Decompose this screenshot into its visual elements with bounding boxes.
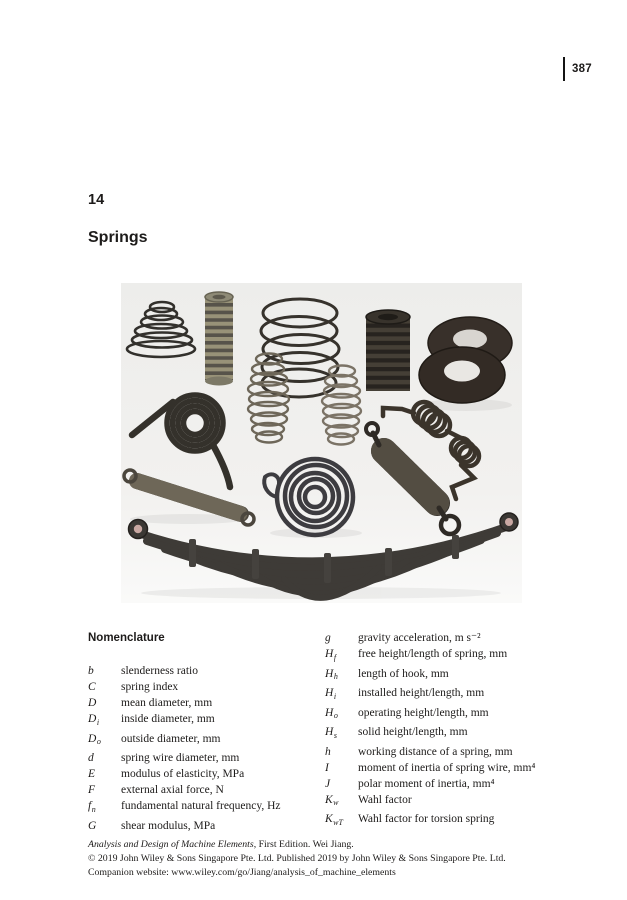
nomenclature-entry — [325, 776, 550, 792]
symbol: D — [88, 697, 97, 709]
nomenclature-entry — [88, 818, 325, 834]
symbol: $H_f$ — [325, 648, 337, 662]
nomenclature-entry — [325, 792, 550, 812]
symbol: E — [88, 768, 96, 780]
definition: installed height/length, mm — [358, 687, 485, 699]
book-title: Analysis and Design of Machine Elements — [88, 839, 254, 850]
disc-washers — [419, 317, 512, 403]
symbol: b — [88, 665, 94, 677]
nomenclature-entry — [325, 724, 550, 744]
definition: Wahl factor for torsion spring — [358, 813, 495, 825]
nomenclature-left-rows — [88, 663, 325, 834]
definition: fundamental natural frequency, Hz — [121, 800, 281, 812]
definition: working distance of a spring, mm — [358, 745, 513, 758]
definition: slenderness ratio — [121, 665, 198, 677]
nomenclature-entry — [88, 731, 325, 751]
nomenclature-entry — [325, 705, 550, 725]
imprint-website: Companion website: www.wiley.com/go/Jiang/analysis_of_machine_elements — [88, 866, 396, 878]
nomenclature-entry — [88, 798, 325, 818]
symbol: $K_w$ — [325, 793, 339, 807]
definition: Wahl factor — [358, 793, 412, 806]
symbol: $H_o$ — [325, 706, 338, 720]
symbol: I — [325, 761, 329, 774]
definition: mean diameter, mm — [121, 697, 213, 709]
symbol: h — [325, 745, 331, 758]
nomenclature-entry — [325, 744, 550, 760]
definition: modulus of elasticity, MPa — [121, 768, 245, 780]
nomenclature-entry — [88, 695, 325, 711]
nomenclature-entry — [88, 663, 325, 679]
nomenclature-entry — [325, 630, 550, 646]
heavy-coil-spring — [366, 310, 410, 391]
definition: shear modulus, MPa — [121, 819, 216, 832]
nomenclature-entry — [325, 666, 550, 686]
nomenclature-right-column — [325, 630, 550, 834]
nomenclature-right-rows — [325, 630, 550, 831]
definition: external axial force, N — [121, 784, 224, 796]
symbol: $H_s$ — [325, 726, 337, 740]
symbol: C — [88, 681, 96, 693]
symbol: G — [88, 819, 97, 832]
symbol: $H_i$ — [325, 687, 337, 701]
symbol: g — [325, 632, 331, 644]
definition: solid height/length, mm — [358, 726, 468, 738]
definition: length of hook, mm — [358, 667, 449, 680]
nomenclature-entry — [88, 766, 325, 782]
page-number-block — [563, 57, 592, 81]
page-number: 387 — [572, 63, 592, 75]
symbol: d — [88, 752, 94, 764]
silver-coil-spring — [205, 292, 233, 386]
nomenclature-entry — [325, 646, 550, 666]
symbol: $H_h$ — [325, 667, 338, 681]
definition: inside diameter, mm — [121, 713, 215, 725]
definition: operating height/length, mm — [358, 706, 489, 719]
nomenclature-left-column — [88, 630, 325, 834]
symbol: $K_{wT}$ — [325, 813, 343, 827]
nomenclature-entry — [88, 782, 325, 798]
definition: free height/length of spring, mm — [358, 648, 508, 660]
definition: moment of inertia of spring wire, mm⁴ — [358, 761, 536, 774]
chapter-title: Springs — [88, 229, 148, 246]
definition: gravity acceleration, m s⁻² — [358, 632, 481, 644]
nomenclature-heading: Nomenclature — [88, 632, 165, 644]
definition: outside diameter, mm — [121, 732, 221, 745]
springs-illustration — [121, 283, 522, 603]
symbol: $D_i$ — [88, 713, 100, 727]
imprint-line-1 — [88, 838, 563, 852]
symbol: F — [88, 784, 96, 796]
edition-author: , First Edition. Wei Jiang. — [253, 839, 354, 850]
imprint-footer — [88, 838, 563, 879]
symbol: $D_o$ — [88, 732, 101, 746]
chapter-number: 14 — [88, 192, 105, 208]
imprint-copyright: © 2019 John Wiley & Sons Singapore Pte. Ltd. Published 2019 by John Wiley & Sons Singapore Pte. Ltd. — [88, 852, 506, 864]
symbol: J — [325, 777, 331, 790]
definition: polar moment of inertia, mm⁴ — [358, 777, 495, 790]
springs-photo — [121, 283, 522, 603]
symbol: $f_n$ — [88, 800, 96, 814]
nomenclature-entry — [325, 811, 550, 831]
definition: spring index — [121, 681, 179, 693]
nomenclature-entry — [88, 679, 325, 695]
nomenclature-entry — [325, 760, 550, 776]
nomenclature-entry — [325, 685, 550, 705]
nomenclature-entry — [88, 750, 325, 766]
definition: spring wire diameter, mm — [121, 752, 240, 764]
nomenclature-entry — [88, 711, 325, 731]
nomenclature-section — [88, 630, 550, 834]
